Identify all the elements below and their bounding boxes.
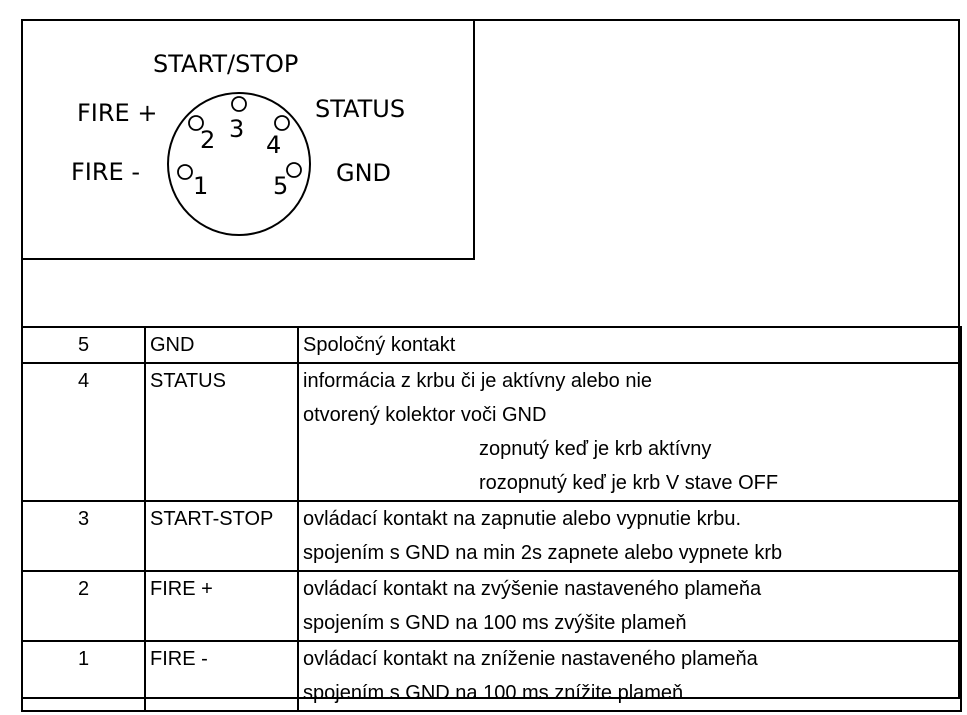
pin-2-number: 2 (200, 126, 216, 154)
pin-4-number: 4 (266, 131, 282, 159)
pin-1-number: 1 (193, 172, 209, 200)
pin-name-cell: STATUS (145, 363, 298, 501)
pin-5-hole (287, 163, 301, 177)
pin-number-cell: 5 (22, 327, 145, 363)
description-line: ovládací kontakt na zníženie nastaveného plameňa (303, 648, 758, 670)
description-line: informácia z krbu či je aktívny alebo nie (303, 370, 653, 392)
label-fire-plus: FIRE + (77, 99, 158, 127)
description-line: spojením s GND na 100 ms zvýšite plameň (303, 612, 687, 634)
description-line: ovládací kontakt na zapnutie alebo vypnutie krbu. (303, 508, 742, 530)
pin-description-cell (298, 641, 961, 711)
label-status: STATUS (315, 95, 406, 123)
description-line: spojením s GND na 100 ms znížite plameň (303, 682, 684, 704)
connector-diagram (0, 0, 967, 330)
pin-description-cell (298, 327, 961, 363)
pin-number-cell: 3 (22, 501, 145, 571)
pin-name-cell: START-STOP (145, 501, 298, 571)
label-fire-minus: FIRE - (71, 158, 141, 186)
table-row (22, 363, 961, 501)
description-line: otvorený kolektor voči GND (303, 404, 547, 426)
pin-description-cell (298, 571, 961, 641)
pin-description-cell (298, 363, 961, 501)
table-row (22, 571, 961, 641)
pin-5-number: 5 (273, 172, 289, 200)
pin-1-hole (178, 165, 192, 179)
pin-name-cell: GND (145, 327, 298, 363)
pin-3-number: 3 (229, 115, 245, 143)
pin-description-cell (298, 501, 961, 571)
pin-table (21, 326, 962, 712)
description-line: Spoločný kontakt (303, 334, 456, 356)
description-line: rozopnutý keď je krb V stave OFF (479, 472, 779, 494)
pin-number-cell: 1 (22, 641, 145, 711)
pin-number-cell: 2 (22, 571, 145, 641)
table-row (22, 501, 961, 571)
pin-4-hole (275, 116, 289, 130)
table-row (22, 327, 961, 363)
pin-number-cell: 4 (22, 363, 145, 501)
description-line: spojením s GND na min 2s zapnete alebo vypnete krb (303, 542, 783, 564)
pin-name-cell: FIRE - (145, 641, 298, 711)
description-line: zopnutý keď je krb aktívny (479, 438, 712, 460)
label-start-stop: START/STOP (153, 50, 299, 78)
pin-3-hole (232, 97, 246, 111)
table-row (22, 641, 961, 711)
label-gnd: GND (336, 159, 392, 187)
description-line: ovládací kontakt na zvýšenie nastaveného plameňa (303, 578, 762, 600)
pin-name-cell: FIRE + (145, 571, 298, 641)
